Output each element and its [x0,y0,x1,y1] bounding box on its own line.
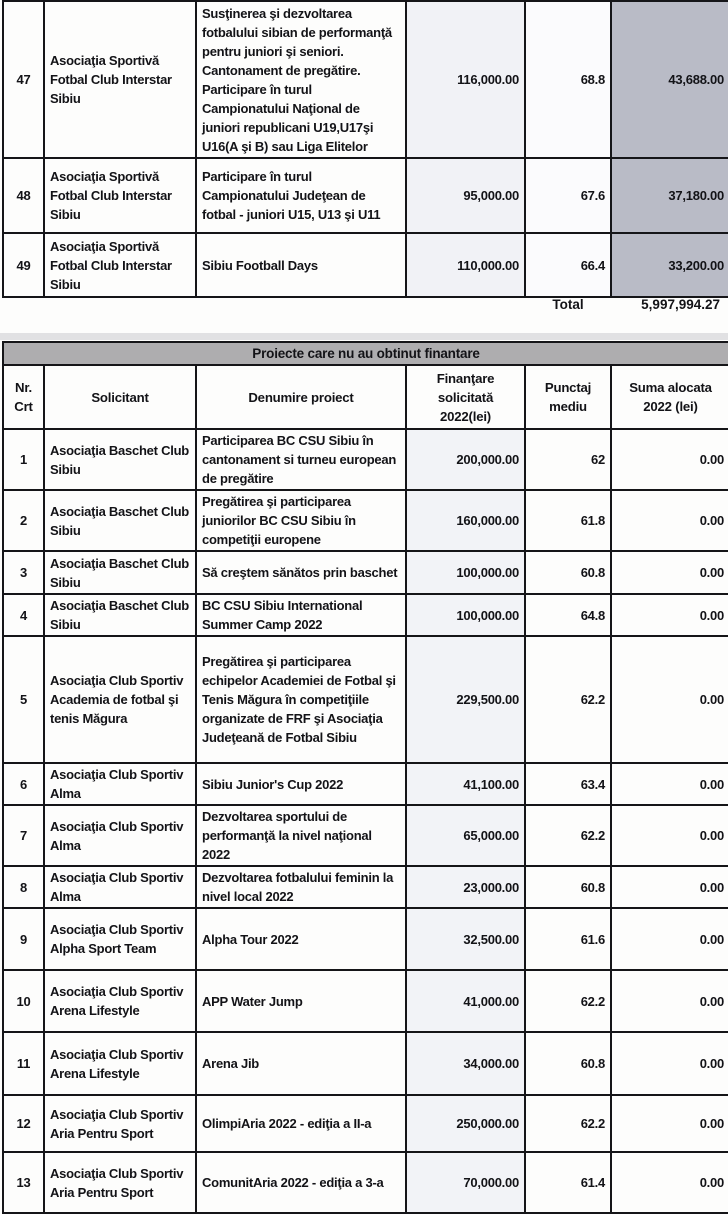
total-label: Total [552,297,584,312]
requested-amount-cell: 100,000.00 [406,551,525,594]
table-row [3,429,728,490]
column-header-solicitant: Solicitant [44,365,196,429]
score-cell: 61.4 [525,1152,611,1213]
project-name-cell: ComunitAria 2022 - ediţia a 3-a [196,1152,406,1213]
requested-amount-cell: 70,000.00 [406,1152,525,1213]
table-row [3,1,728,158]
project-name-cell: Dezvoltarea sportului de performanţă la nivel naţional 2022 [196,805,406,866]
score-cell: 60.8 [525,1032,611,1095]
project-name-cell: BC CSU Sibiu International Summer Camp 2022 [196,594,406,636]
score-cell: 67.6 [525,158,611,233]
project-name-cell: Dezvoltarea fotbalului feminin la nivel local 2022 [196,866,406,908]
requested-amount-cell: 65,000.00 [406,805,525,866]
row-number-cell: 9 [3,908,44,970]
project-name-cell: Pregătirea şi participarea juniorilor BC CSU Sibiu în competiţii europene [196,490,406,551]
table-row [3,763,728,805]
solicitant-cell: Asociaţia Club Sportiv Aria Pentru Sport [44,1152,196,1213]
project-name-cell: Participarea BC CSU Sibiu în cantonament si turneu european de pregătire [196,429,406,490]
allocated-amount-cell: 0.00 [611,1152,728,1213]
row-number-cell: 10 [3,970,44,1032]
allocated-amount-cell: 37,180.00 [611,158,728,233]
table-row [3,551,728,594]
solicitant-cell: Asociaţia Club Sportiv Academia de fotbal şi tenis Măgura [44,636,196,763]
solicitant-cell: Asociaţia Club Sportiv Alpha Sport Team [44,908,196,970]
total-row [0,297,728,319]
row-number-cell: 48 [3,158,44,233]
requested-amount-cell: 41,000.00 [406,970,525,1032]
score-cell: 60.8 [525,551,611,594]
score-cell: 62.2 [525,1095,611,1152]
project-name-cell: Să creştem sănătos prin baschet [196,551,406,594]
requested-amount-cell: 41,100.00 [406,763,525,805]
row-number-cell: 1 [3,429,44,490]
allocated-amount-cell: 0.00 [611,429,728,490]
table-row [3,1095,728,1152]
solicitant-cell: Asociaţia Baschet Club Sibiu [44,594,196,636]
row-number-cell: 49 [3,233,44,297]
scan-artifact [0,333,728,340]
table-row [3,233,728,297]
score-cell: 62.2 [525,805,611,866]
column-header-punctaj: Punctaj mediu [525,365,611,429]
score-cell: 61.6 [525,908,611,970]
allocated-amount-cell: 0.00 [611,866,728,908]
row-number-cell: 3 [3,551,44,594]
allocated-amount-cell: 0.00 [611,763,728,805]
row-number-cell: 47 [3,1,44,158]
solicitant-cell: Asociaţia Sportivă Fotbal Club Interstar Sibiu [44,1,196,158]
row-number-cell: 4 [3,594,44,636]
table-row [3,970,728,1032]
table-header-row [3,365,728,429]
column-header-suma: Suma alocata 2022 (lei) [611,365,728,429]
allocated-amount-cell: 0.00 [611,908,728,970]
allocated-amount-cell: 0.00 [611,970,728,1032]
solicitant-cell: Asociaţia Baschet Club Sibiu [44,551,196,594]
row-number-cell: 7 [3,805,44,866]
solicitant-cell: Asociaţia Club Sportiv Arena Lifestyle [44,970,196,1032]
table-row [3,636,728,763]
allocated-amount-cell: 0.00 [611,551,728,594]
solicitant-cell: Asociaţia Baschet Club Sibiu [44,490,196,551]
requested-amount-cell: 250,000.00 [406,1095,525,1152]
column-header-nr: Nr. Crt [3,365,44,429]
table-awarded [2,0,728,298]
allocated-amount-cell: 0.00 [611,805,728,866]
row-number-cell: 6 [3,763,44,805]
row-number-cell: 5 [3,636,44,763]
column-header-proiect: Denumire proiect [196,365,406,429]
score-cell: 62.2 [525,970,611,1032]
score-cell: 62.2 [525,636,611,763]
score-cell: 63.4 [525,763,611,805]
column-header-finantare: Finanţare solicitată 2022(lei) [406,365,525,429]
table-row [3,490,728,551]
row-number-cell: 2 [3,490,44,551]
project-name-cell: Participare în turul Campionatului Judeţean de fotbal - juniori U15, U13 şi U11 [196,158,406,233]
score-cell: 68.8 [525,1,611,158]
table-rejected [2,364,728,1214]
allocated-amount-cell: 0.00 [611,490,728,551]
project-name-cell: Sibiu Junior's Cup 2022 [196,763,406,805]
row-number-cell: 11 [3,1032,44,1095]
score-cell: 61.8 [525,490,611,551]
requested-amount-cell: 200,000.00 [406,429,525,490]
score-cell: 62 [525,429,611,490]
solicitant-cell: Asociaţia Club Sportiv Alma [44,805,196,866]
table-title: Proiecte care nu au obtinut finantare [2,341,728,364]
requested-amount-cell: 116,000.00 [406,1,525,158]
solicitant-cell: Asociaţia Sportivă Fotbal Club Interstar Sibiu [44,233,196,297]
table-row [3,1152,728,1213]
row-number-cell: 12 [3,1095,44,1152]
solicitant-cell: Asociaţia Club Sportiv Alma [44,866,196,908]
project-name-cell: Pregătirea şi participarea echipelor Academiei de Fotbal şi Tenis Măgura în competiţiile organizate de FRF şi Asociaţia Judeţeană de Fotbal Sibiu [196,636,406,763]
project-name-cell: APP Water Jump [196,970,406,1032]
score-cell: 64.8 [525,594,611,636]
project-name-cell: Arena Jib [196,1032,406,1095]
requested-amount-cell: 23,000.00 [406,866,525,908]
project-name-cell: Sibiu Football Days [196,233,406,297]
table-row [3,158,728,233]
solicitant-cell: Asociaţia Club Sportiv Alma [44,763,196,805]
requested-amount-cell: 95,000.00 [406,158,525,233]
requested-amount-cell: 160,000.00 [406,490,525,551]
table-row [3,1032,728,1095]
solicitant-cell: Asociaţia Sportivă Fotbal Club Interstar Sibiu [44,158,196,233]
row-number-cell: 8 [3,866,44,908]
table-row [3,908,728,970]
allocated-amount-cell: 0.00 [611,594,728,636]
total-value: 5,997,994.27 [641,297,720,312]
allocated-amount-cell: 43,688.00 [611,1,728,158]
allocated-amount-cell: 0.00 [611,636,728,763]
requested-amount-cell: 229,500.00 [406,636,525,763]
allocated-amount-cell: 0.00 [611,1095,728,1152]
solicitant-cell: Asociaţia Club Sportiv Arena Lifestyle [44,1032,196,1095]
allocated-amount-cell: 33,200.00 [611,233,728,297]
table-row [3,866,728,908]
table-row [3,594,728,636]
allocated-amount-cell: 0.00 [611,1032,728,1095]
requested-amount-cell: 110,000.00 [406,233,525,297]
row-number-cell: 13 [3,1152,44,1213]
project-name-cell: Alpha Tour 2022 [196,908,406,970]
requested-amount-cell: 100,000.00 [406,594,525,636]
solicitant-cell: Asociaţia Baschet Club Sibiu [44,429,196,490]
score-cell: 66.4 [525,233,611,297]
project-name-cell: OlimpiAria 2022 - ediţia a II-a [196,1095,406,1152]
requested-amount-cell: 34,000.00 [406,1032,525,1095]
table-row [3,805,728,866]
project-name-cell: Susţinerea şi dezvoltarea fotbalului sibian de performanţă pentru juniori şi seniori. Cantonament de pregătire. Participare în turul Campionatului Naţional de juniori republicani U19,U17şi U16(A şi B) sau Liga Elitelor [196,1,406,158]
requested-amount-cell: 32,500.00 [406,908,525,970]
score-cell: 60.8 [525,866,611,908]
solicitant-cell: Asociaţia Club Sportiv Aria Pentru Sport [44,1095,196,1152]
